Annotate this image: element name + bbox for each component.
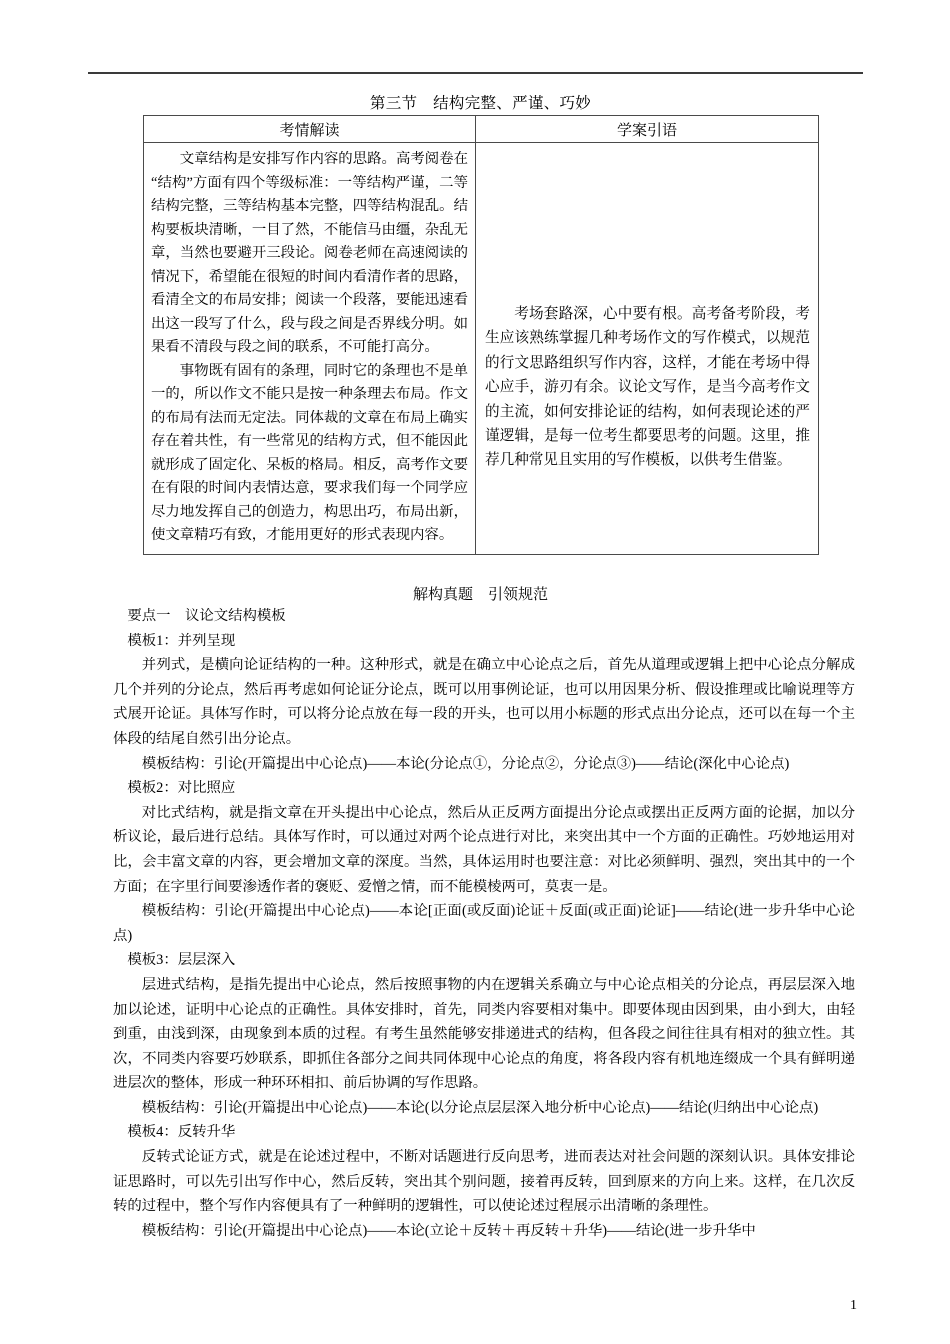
template-4-description: 反转式论证方式，就是在论述过程中，不断对话题进行反向思考，进而表达对社会问题的深刻认识。具体安排论证思路时，可以先引出写作中心，然后反转，突出其个别问题，接着再反转，回到原来的方向上来。这样，在几次反转的过程中，整个写作内容便具有了一种鲜明的逻辑性，可以使论述过程展示出清晰的条理性。 bbox=[113, 1149, 855, 1215]
section-banner: 解构真题 引领规范 bbox=[412, 587, 548, 603]
template-4-structure: 模板结构：引论(开篇提出中心论点)——本论(立论＋反转＋再反转＋升华)——结论(进一步升华中 bbox=[141, 1222, 756, 1239]
page-title: 第三节 结构完整、严谨、巧妙 bbox=[369, 95, 592, 112]
lesson-intro-inner bbox=[485, 150, 810, 473]
overview-table bbox=[143, 115, 819, 555]
header-rule bbox=[88, 72, 863, 74]
table-header-lesson-intro: 学案引语 bbox=[476, 116, 819, 143]
lesson-intro-text bbox=[476, 143, 818, 479]
template-1-description: 并列式，是横向论证结构的一种。这种形式，就是在确立中心论点之后，首先从道理或逻辑上把中心论点分解成几个并列的分论点，然后再考虑如何论证分论点，既可以用事例论证，也可以用因果分析、假设推理或比喻说理等方式展开论证。具体写作时，可以将分论点放在每一段的开头，也可以用小标题的形式点出分论点，还可以在每一个主体段的结尾自然引出分论点。 bbox=[113, 657, 855, 747]
table-cell-lesson-intro bbox=[476, 143, 819, 555]
exam-analysis-text bbox=[144, 143, 475, 554]
template-2-description: 对比式结构，就是指文章在开头提出中心论点，然后从正反两方面提出分论点或摆出正反两方面的论据，加以分析议论，最后进行总结。具体写作时，可以通过对两个论点进行对比，来突出其中一个方面的正确性。巧妙地运用对比，会丰富文章的内容，更会增加文章的深度。当然，具体运用时也要注意：对比必须鲜明、强烈，突出其中的一个方面；在字里行间要渗透作者的褒贬、爱憎之情，而不能模棱两可，莫衷一是。 bbox=[113, 804, 855, 895]
body-content bbox=[113, 604, 855, 1243]
table-header-exam-analysis: 考情解读 bbox=[144, 116, 476, 143]
table-header-row bbox=[144, 116, 819, 143]
exam-analysis-paragraph-1: 文章结构是安排写作内容的思路。高考阅卷在“结构”方面有四个等级标准：一等结构严谨，二等结构完整，三等结构基本完整，四等结构混乱。结构要板块清晰，一目了然，不能信马由缰，杂乱无章，当然也要避开三段论。阅卷老师在高速阅读的情况下，希望能在很短的时间内看清作者的思路，看清全文的布局安排；阅读一个段落，要能迅速看出这一段写了什么，段与段之间是否界线分明。如果看不清段与段之间的联系，不可能打高分。 bbox=[151, 151, 468, 355]
lesson-intro-paragraph-1: 考场套路深，心中要有根。高考备考阶段，考生应该熟练掌握几种考场作文的写作模式，以规范的行文思路组织写作内容，这样，才能在考场中得心应手，游刃有余。议论文写作，是当今高考作文的主流，如何安排论证的结构，如何表现论述的严谨逻辑，是每一位考生都要思考的问题。这里，推荐几种常见且实用的写作模板，以供考生借鉴。 bbox=[485, 306, 810, 469]
key-point-heading: 要点一 议论文结构模板 bbox=[127, 608, 286, 624]
template-2-structure: 模板结构：引论(开篇提出中心论点)——本论[正面(或反面)论证＋反面(或正面)论证]——结论(进一步升华中心论点) bbox=[113, 903, 855, 944]
template-3-structure: 模板结构：引论(开篇提出中心论点)——本论(以分论点层层深入地分析中心论点)——结论(归纳出中心论点) bbox=[141, 1099, 819, 1116]
page-number: 1 bbox=[850, 1298, 857, 1313]
table-body-row bbox=[144, 143, 819, 555]
table-cell-exam-analysis bbox=[144, 143, 476, 555]
template-4-title: 模板4：反转升华 bbox=[127, 1124, 236, 1141]
template-1-title: 模板1：并列呈现 bbox=[127, 632, 236, 649]
exam-analysis-paragraph-2: 事物既有固有的条理，同时它的条理也不是单一的，所以作文不能只是按一种条理去布局。作文的布局有法而无定法。同体裁的文章在布局上确实存在着共性，有一些常见的结构方式，但不能因此就形成了固定化、呆板的格局。相反，高考作文要在有限的时间内表情达意，要求我们每一个同学应尽力地发挥自己的创造力，构思出巧，布局出新，使文章精巧有致，才能用更好的形式表现内容。 bbox=[151, 362, 468, 543]
template-3-title: 模板3：层层深入 bbox=[127, 952, 236, 969]
template-1-structure: 模板结构：引论(开篇提出中心论点)——本论(分论点①，分论点②，分论点③)——结论(深化中心论点) bbox=[141, 755, 790, 772]
template-3-description: 层进式结构，是指先提出中心论点，然后按照事物的内在逻辑关系确立与中心论点相关的分论点，再层层深入地加以论述，证明中心论点的正确性。具体安排时，首先，同类内容要相对集中。即要体现由因到果，由小到大，由轻到重，由浅到深，由现象到本质的过程。有考生虽然能够安排递进式的结构，但各段之间往往具有相对的独立性。其次，不同类内容要巧妙联系，即抓住各部分之间共同体现中心论点的角度，将各段内容有机地连缀成一个具有鲜明递进层次的整体，形成一种环环相扣、前后协调的写作思路。 bbox=[113, 976, 855, 1092]
template-2-title: 模板2：对比照应 bbox=[127, 780, 236, 797]
